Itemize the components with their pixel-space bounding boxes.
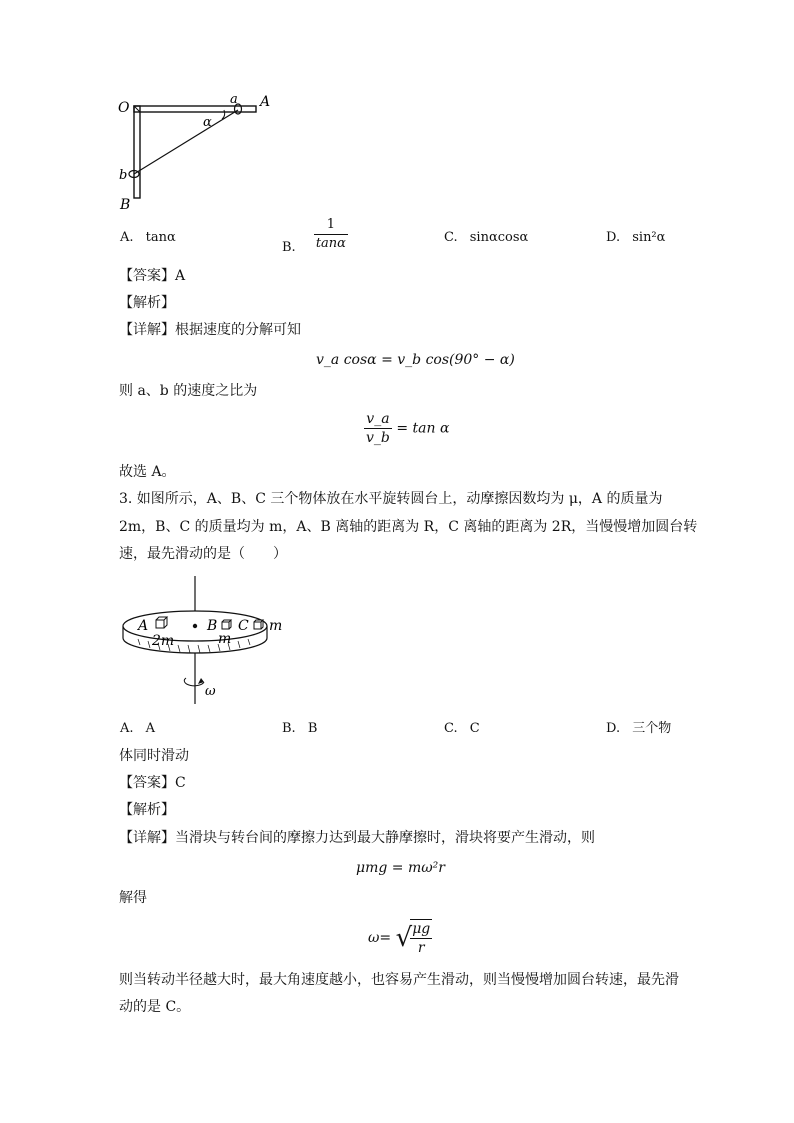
label-O: O (118, 100, 130, 116)
label-b: b (119, 168, 128, 183)
q3-option-d-label: D. (606, 721, 621, 736)
fig-label-2m: 2m (152, 633, 175, 649)
q3-option-d[interactable] (606, 720, 671, 738)
q3-stem-line-1: 3. 如图所示，A、B、C 三个物体放在水平旋转圆台上，动摩擦因数均为 μ，A 的质量为 (119, 491, 663, 507)
q2-detail: 【详解】根据速度的分解可知 (119, 322, 301, 338)
q3-option-c-text: C (469, 721, 480, 736)
q3-option-c[interactable] (444, 720, 480, 738)
q3-solve: 解得 (119, 890, 147, 906)
q2-analysis: 【解析】 (119, 295, 175, 311)
q3-option-d-text: 三个物 (632, 721, 672, 736)
q3-option-b-text: B (307, 721, 318, 736)
fig-label-m-mid: m (218, 631, 232, 647)
q2-eq2-num: v_a (364, 410, 392, 429)
q2-conclusion: 故选 A。 (119, 464, 176, 480)
q2-option-b-label: B. (282, 240, 296, 255)
rod-figure (110, 88, 285, 213)
q2-option-a-text: tanα (145, 230, 176, 245)
q3-eq2-den: r (417, 940, 425, 956)
q3-option-c-label: C. (444, 721, 458, 736)
q3-eq2-lhs: ω= (368, 930, 392, 946)
q2-eq2-rhs: = tan α (396, 420, 450, 437)
q3-equation-2: ω= √ $\frac{\mu g}{r}$ (368, 921, 431, 956)
q3-stem-line-2: 2m，B、C 的质量均为 m，A、B 离轴的距离为 R，C 离轴的距离为 2R，当慢慢增加圆台转 (119, 519, 698, 535)
label-alpha: α (203, 115, 212, 130)
label-A: A (260, 94, 271, 110)
q3-detail: 【详解】当滑块与转台间的摩擦力达到最大静摩擦时，滑块将要产生滑动，则 (119, 830, 595, 846)
label-a: a (230, 92, 238, 107)
q2-option-d[interactable] (606, 229, 665, 247)
q3-option-a-label: A. (120, 721, 134, 736)
q2-option-b-num: 1 (314, 216, 348, 235)
q3-stem-line-3: 速，最先滑动的是（ ） (119, 546, 287, 562)
q2-option-a-label: A. (120, 230, 134, 245)
fig-label-B: B (207, 618, 218, 634)
fig-label-C: C (238, 618, 249, 634)
q3-option-a[interactable] (120, 720, 155, 738)
q2-eq2-den: v_b (366, 430, 390, 446)
q3-option-b-label: B. (282, 721, 296, 736)
q2-answer: 【答案】A (119, 268, 186, 284)
q2-option-d-text: sin²α (632, 230, 666, 245)
label-B: B (120, 197, 131, 213)
q2-equation-2 (364, 410, 449, 447)
fig-label-omega: ω (205, 684, 216, 699)
q3-equation-1: μmg = mω²r (356, 860, 445, 876)
q3-option-a-text: A (145, 721, 156, 736)
turntable-figure (118, 574, 293, 709)
q3-analysis: 【解析】 (119, 802, 175, 818)
q2-option-a[interactable] (120, 229, 176, 247)
q3-option-b[interactable] (282, 720, 317, 738)
q3-answer: 【答案】C (119, 775, 186, 791)
q2-option-c[interactable] (444, 229, 528, 247)
fig-label-A: A (138, 618, 149, 634)
q2-option-b[interactable] (282, 216, 348, 253)
q2-equation-1: v_a cosα = v_b cos(90° − α) (316, 352, 515, 368)
q3-option-d-continued: 体同时滑动 (119, 748, 189, 764)
q3-conclusion-line-2: 动的是 C。 (119, 999, 191, 1015)
q2-ratio-line: 则 a、b 的速度之比为 (119, 383, 258, 399)
fig-label-m-right: m (269, 618, 283, 634)
q2-option-d-label: D. (606, 230, 621, 245)
q2-option-c-text: sinαcosα (469, 230, 529, 245)
q3-eq2-num: μg (412, 921, 431, 937)
q2-option-c-label: C. (444, 230, 458, 245)
q3-conclusion-line-1: 则当转动半径越大时，最大角速度越小，也容易产生滑动，则当慢慢增加圆台转速，最先滑 (119, 972, 679, 988)
q2-option-b-den: tanα (315, 236, 346, 251)
